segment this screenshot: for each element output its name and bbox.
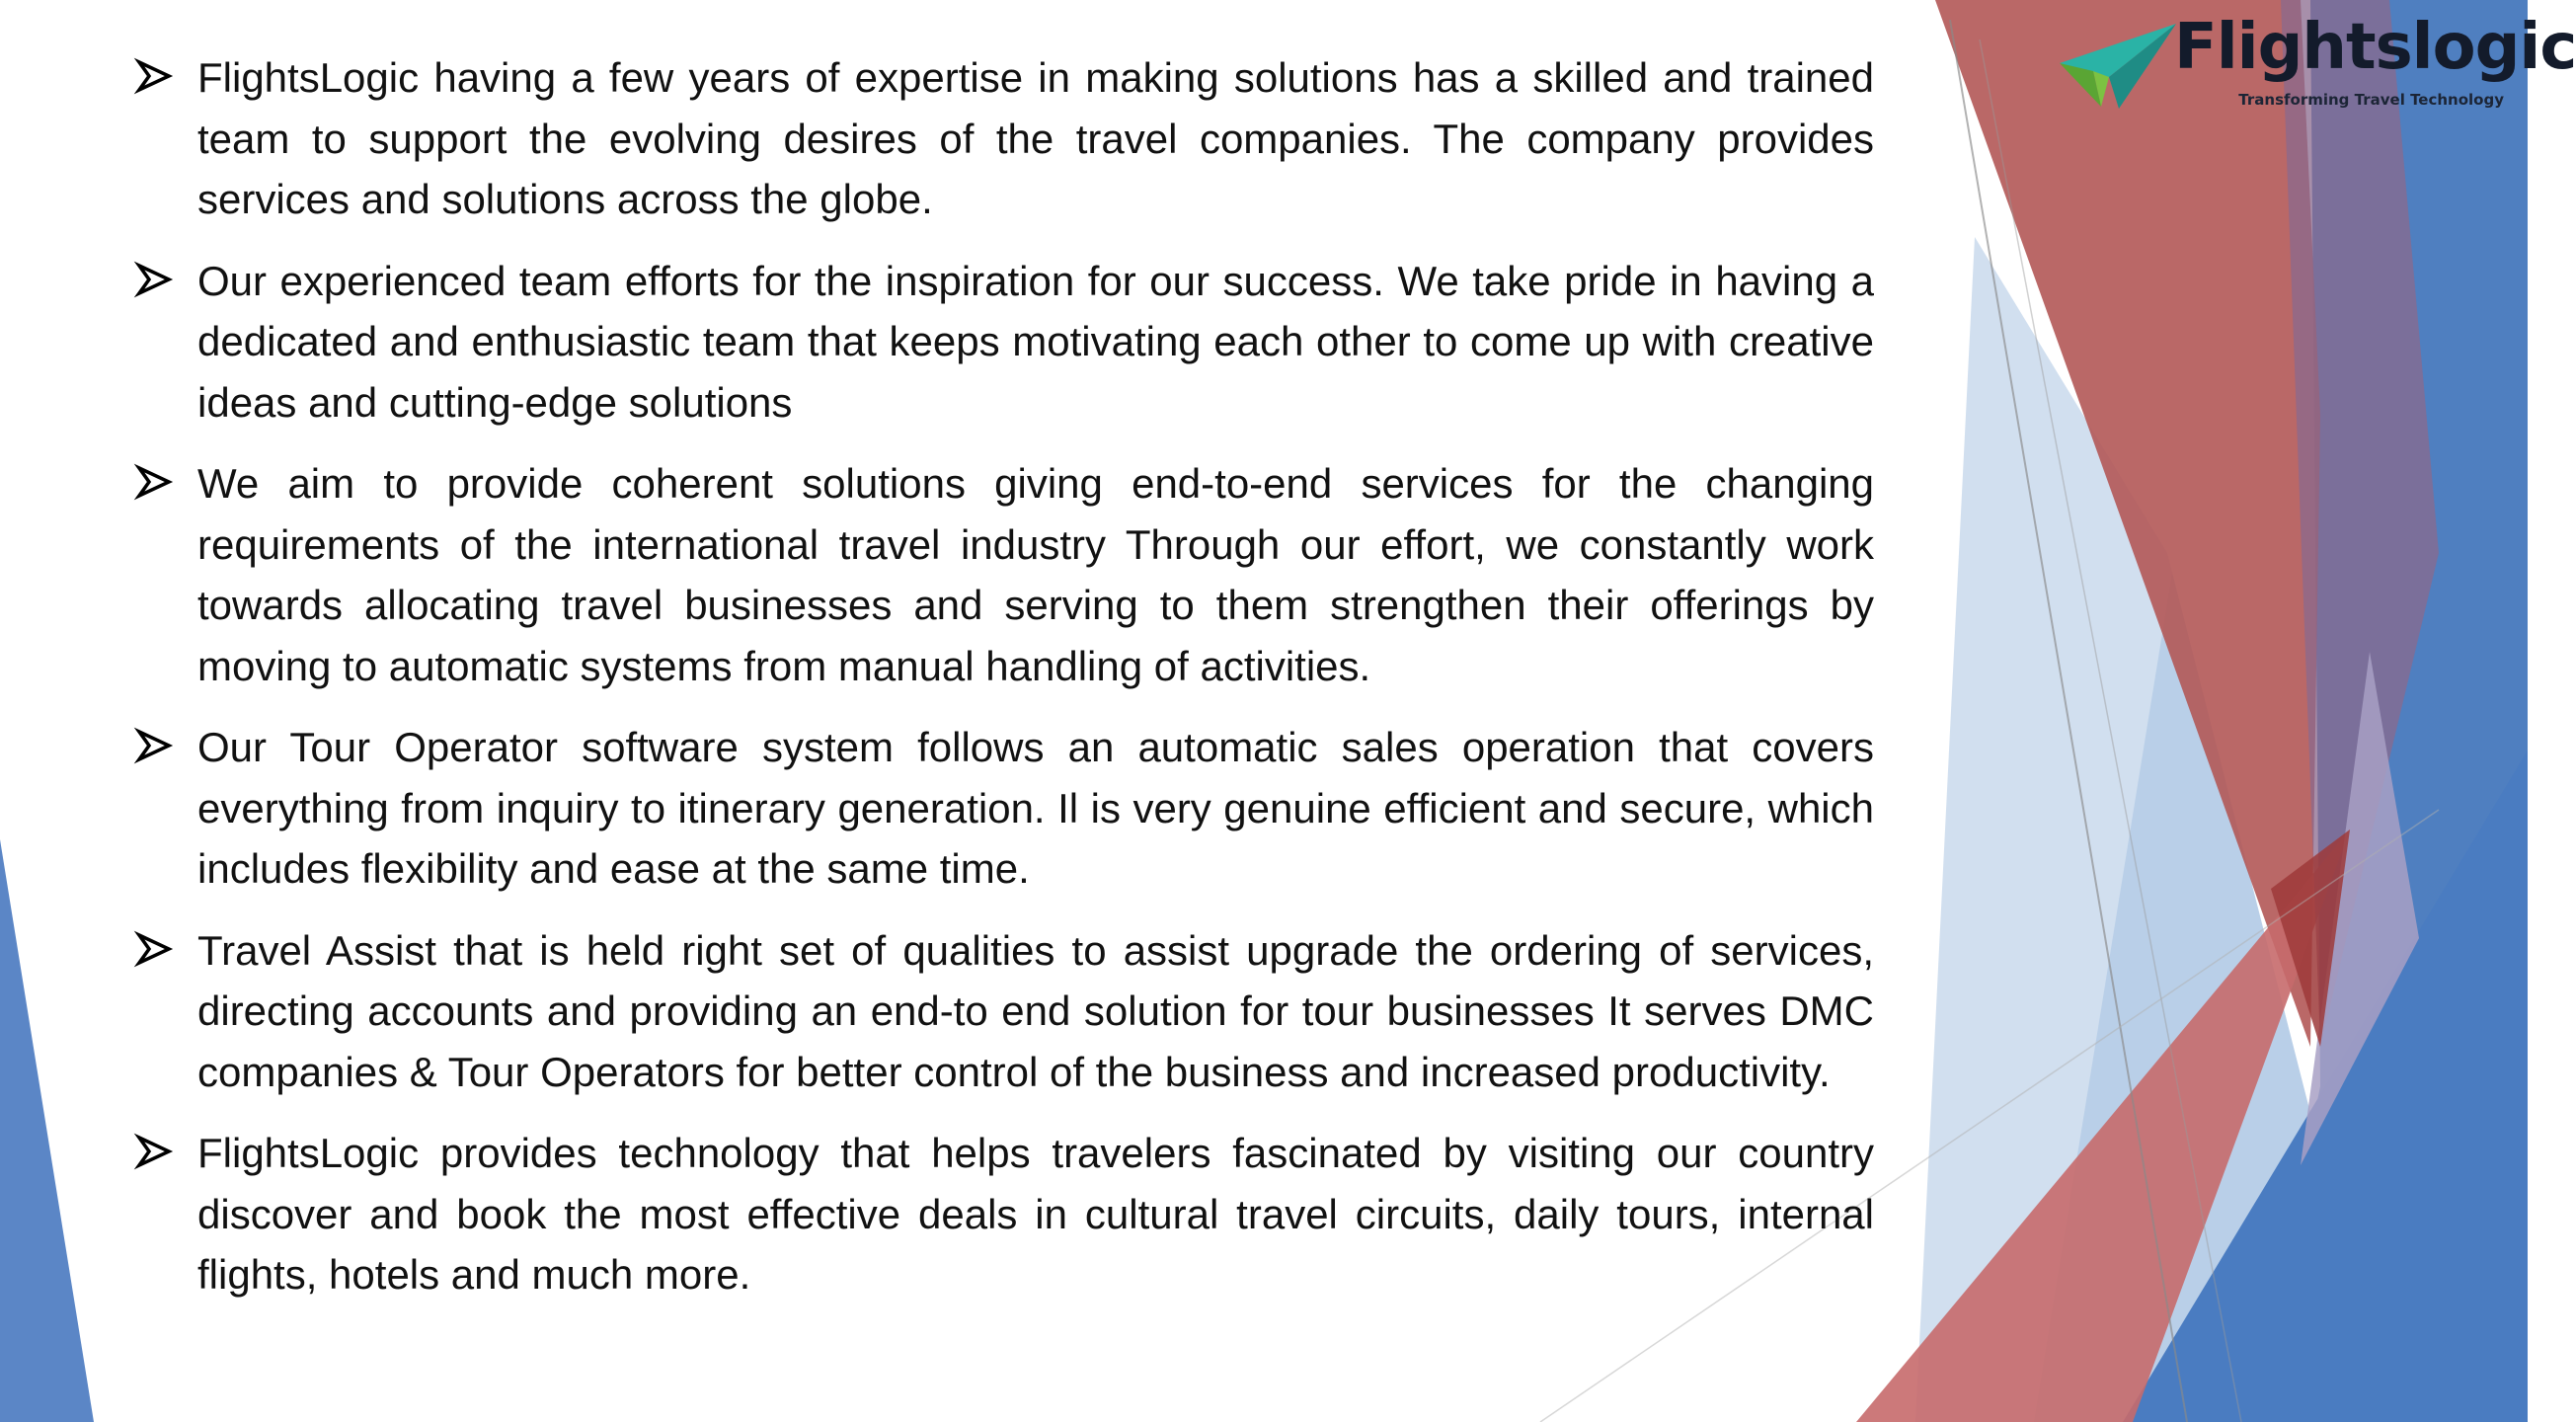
bullet-item xyxy=(136,47,1874,230)
left-blue-shape xyxy=(0,839,94,1422)
paper-plane-icon xyxy=(2058,16,2178,111)
arrowhead-bullet-icon xyxy=(136,59,172,93)
bullet-item xyxy=(136,1123,1874,1305)
arrowhead-bullet-icon xyxy=(136,263,172,296)
logo-tagline: Transforming Travel Technology xyxy=(2238,91,2504,109)
bullet-item xyxy=(136,251,1874,434)
bullet-text: FlightsLogic provides technology that helps travelers fascinated by visiting our country discover and book the most effective deals in cultural travel circuits, daily tours, internal flights, hotels and much more. xyxy=(197,1130,1874,1298)
bullet-text: Our Tour Operator software system follows an automatic sales operation that covers everything from inquiry to itinerary generation. Il is very genuine efficient and secure, which includes flexibility and ease at the same time. xyxy=(197,724,1874,892)
bullet-item xyxy=(136,920,1874,1103)
arrowhead-bullet-icon xyxy=(136,465,172,499)
bullet-text: Our experienced team efforts for the inspiration for our success. We take pride in having a dedicated and enthusiastic team that keeps motivating each other to come up with creative ideas and cutting-edge solutions xyxy=(197,257,1874,426)
arrowhead-bullet-icon xyxy=(136,729,172,762)
bullet-text: Travel Assist that is held right set of qualities to assist upgrade the ordering of services, directing accounts and providing an end-to end solution for tour businesses It serves DMC companies & Tour Operators for better control of the business and increased productivity. xyxy=(197,926,1874,1095)
bullet-text: FlightsLogic having a few years of expertise in making solutions has a skilled and trained team to support the evolving desires of the travel companies. The company provides services and solutions across the globe. xyxy=(197,54,1874,222)
flightslogic-logo xyxy=(2044,8,2576,111)
bullet-list xyxy=(136,47,1874,1326)
bullet-item xyxy=(136,717,1874,900)
bullet-text: We aim to provide coherent solutions giving end-to-end services for the changing requirements of the international travel industry Through our effort, we constantly work towards allocating travel businesses and serving to them strengthen their offerings by moving to automatic systems from manual handling of activities. xyxy=(197,460,1874,689)
logo-name: Flightslogic xyxy=(2174,11,2576,84)
arrowhead-bullet-icon xyxy=(136,932,172,966)
bullet-item xyxy=(136,453,1874,696)
arrowhead-bullet-icon xyxy=(136,1135,172,1168)
